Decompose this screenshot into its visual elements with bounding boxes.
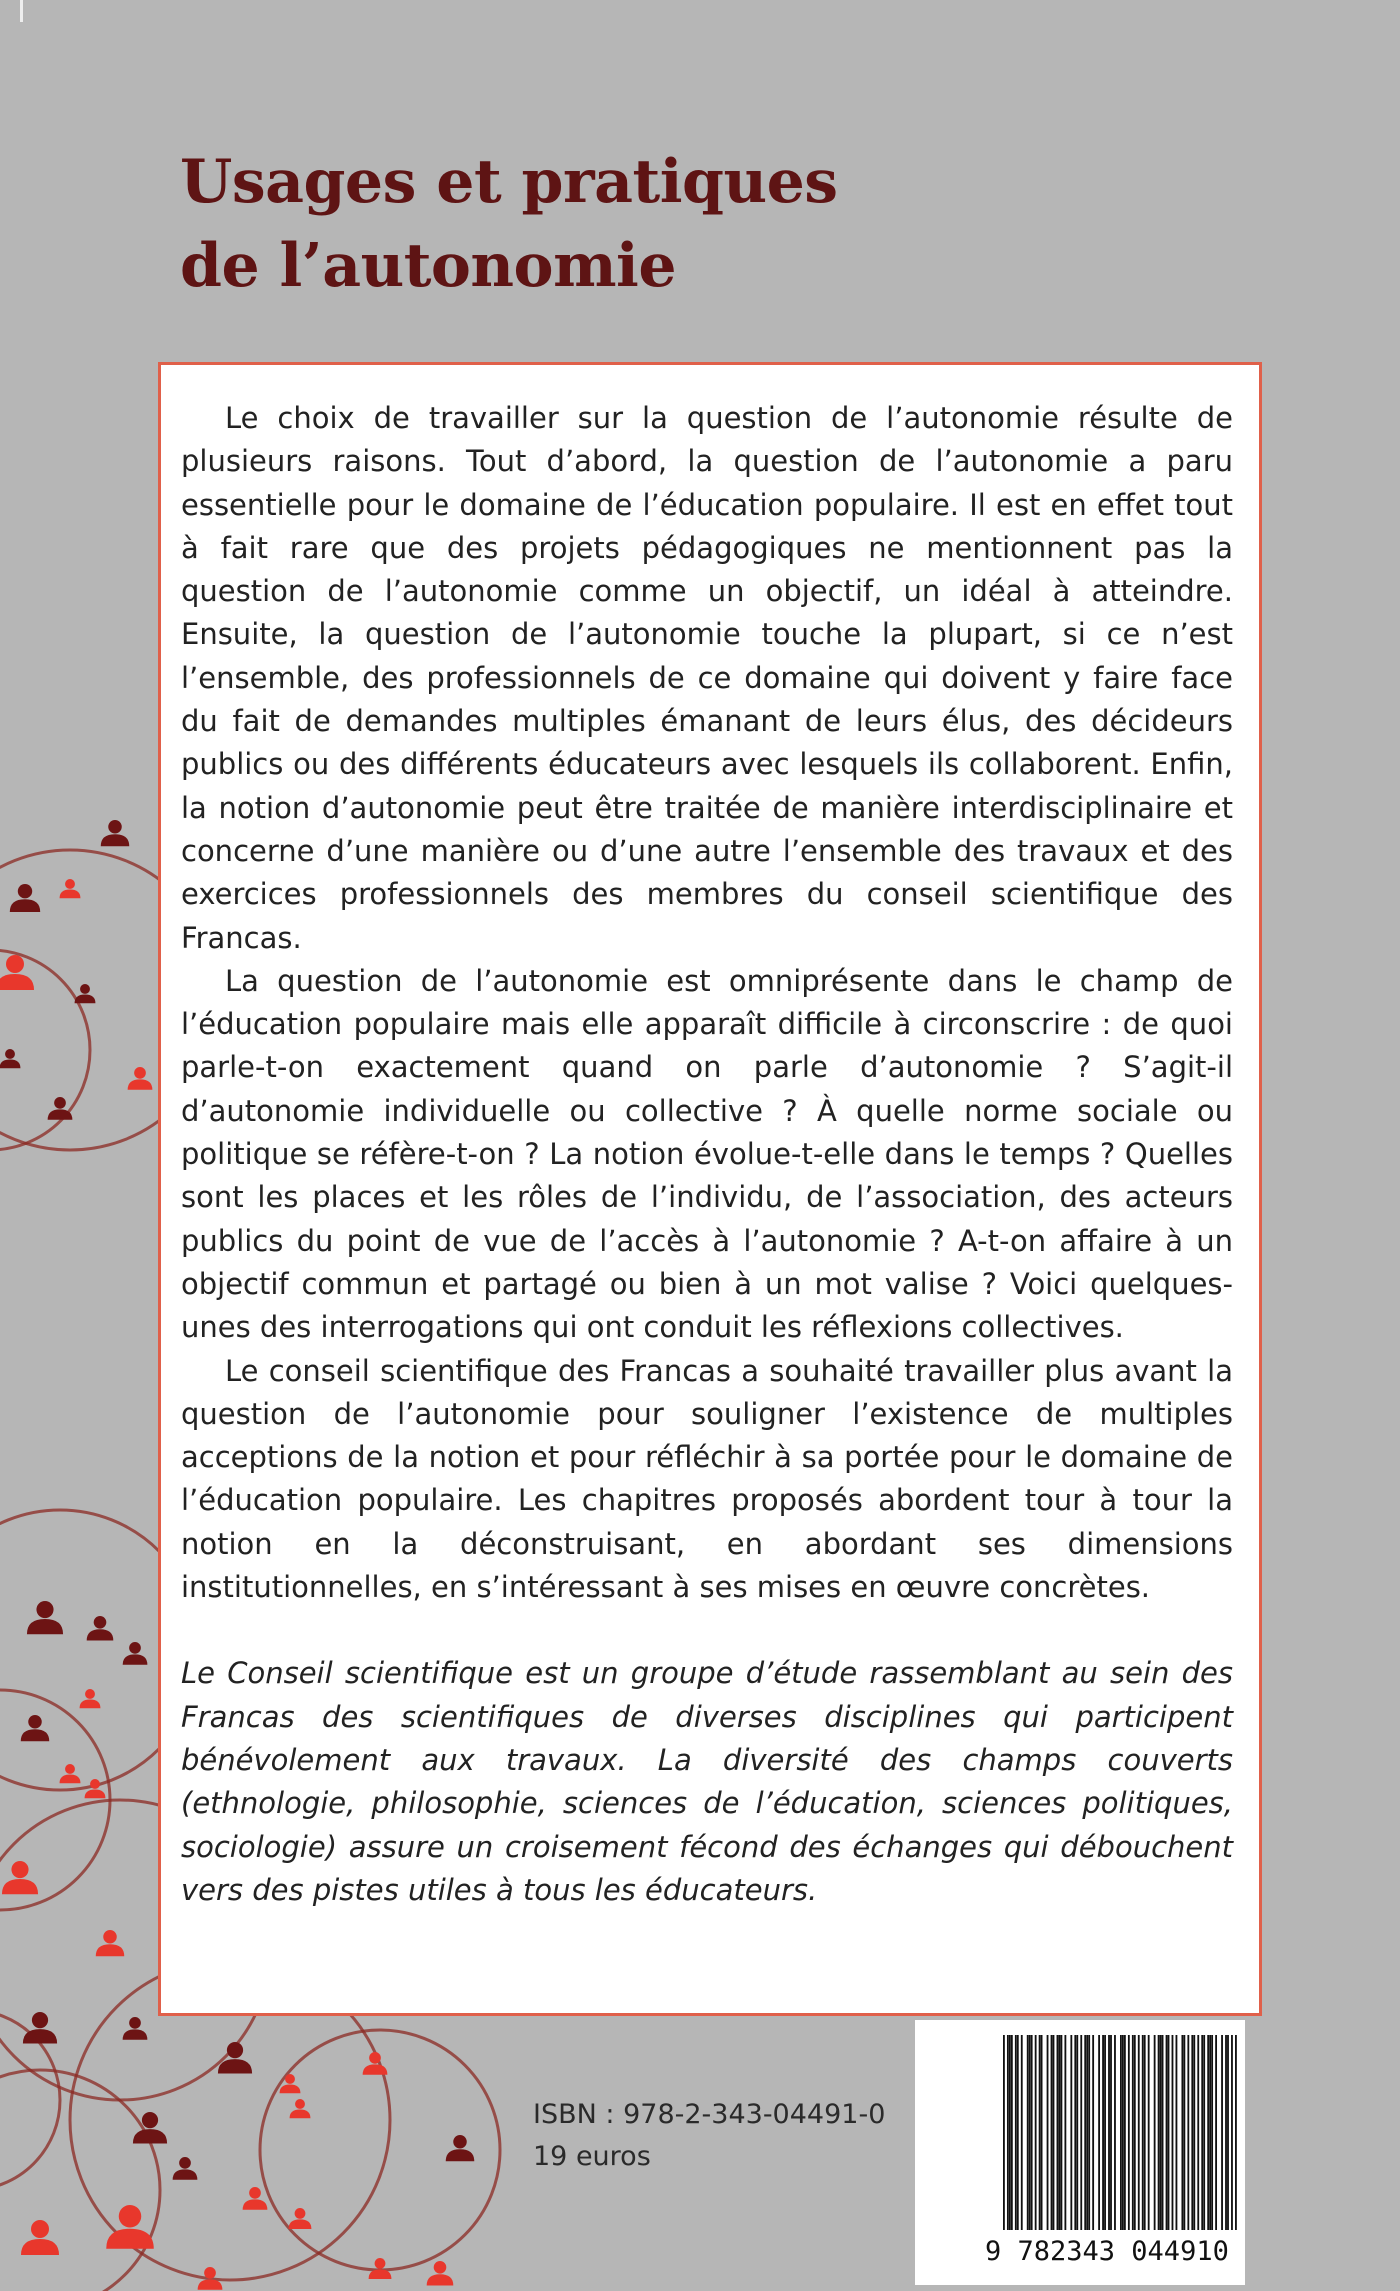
barcode-bar — [1003, 2035, 1005, 2230]
person-icon — [21, 2220, 59, 2255]
barcode-bar — [1110, 2035, 1112, 2230]
barcode-bar — [1211, 2035, 1213, 2230]
person-icon — [133, 2112, 167, 2144]
isbn-block — [533, 2094, 885, 2178]
barcode-bar — [1142, 2035, 1144, 2230]
barcode-bar — [1051, 2035, 1053, 2230]
paragraph-3: Le conseil scientifique des Francas a souhaité travailler plus avant la question de l’autonomie pour souligner l’existence de multiples acceptions de la notion et pour réfléchir à sa portée pour le domaine de l’éducation populaire. Les chapitres proposés abordent tour à tour la notion en la déconstruisant, en abordant ses dimensions institutionnelles, en s’intéressant à ses mises en œuvre concrètes. — [181, 1353, 1233, 1605]
person-icon — [363, 2052, 388, 2075]
barcode-bar — [1041, 2035, 1043, 2230]
barcode-bar — [1132, 2035, 1134, 2230]
barcode-bar — [1197, 2035, 1199, 2230]
back-cover-text-box — [158, 362, 1262, 2016]
barcode-bar — [1235, 2035, 1237, 2230]
barcode-bar — [1148, 2035, 1150, 2230]
person-icon — [427, 2261, 454, 2286]
barcode-bar — [1053, 2035, 1055, 2230]
barcode-bar — [1017, 2035, 1019, 2230]
network-ring — [0, 2070, 160, 2291]
person-icon — [23, 2012, 57, 2044]
person-icon — [0, 1049, 20, 1068]
person-icon — [106, 2205, 154, 2249]
barcode-bar — [1193, 2035, 1195, 2230]
barcode-bar — [1108, 2035, 1110, 2230]
barcode-digits: 9 782343 044910 — [985, 2236, 1229, 2267]
barcode-bar — [1007, 2035, 1009, 2230]
person-icon — [289, 2208, 312, 2229]
barcode-bar — [1225, 2035, 1227, 2230]
barcode-bar — [1176, 2035, 1178, 2230]
barcode-bar — [1021, 2035, 1023, 2230]
barcode-icon — [915, 2020, 1245, 2285]
person-icon — [60, 879, 81, 898]
barcode-bar — [1104, 2035, 1106, 2230]
barcode-bar — [1168, 2035, 1170, 2230]
paragraph-1: Le choix de travailler sur la question de l’autonomie résulte de plusieurs raisons. Tout d’abord, la question de l’autonomie a paru essentielle pour le domaine de l’éducation populaire. Il est en effet tout à fait rare que des projets pédagogiques ne mentionnent pas la question de l’autonomie comme un objectif, un idéal à atteindre. Ensuite, la question de l’autonomie touche la plupart, si ce n’est l’ensemble, des professionnels de ce domaine qui doivent y faire face du fait de demandes multiples émanant de leurs élus, des décideurs publics ou des différents éducateurs avec lesquels ils collaborent. Enfin, la notion d’autonomie peut être traitée de manière interdisciplinaire et concerne d’une manière ou d’une autre l’ensemble des travaux et des exercices professionnels des membres du conseil scientifique des Francas. — [181, 401, 1233, 955]
barcode-bar — [1209, 2035, 1211, 2230]
barcode-bar — [1015, 2035, 1017, 2230]
barcode-bar — [1074, 2035, 1076, 2230]
barcode-bar — [1086, 2035, 1088, 2230]
barcode-bar — [1154, 2035, 1156, 2230]
barcode-bar — [1207, 2035, 1209, 2230]
italic-note: Le Conseil scientifique est un groupe d’étude rassemblant au sein des Francas des scientifiques de diverses disciplines qui participent bénévolement aux travaux. La diversité des champs couverts (ethnologie, philosophie, sciences de l’éducation, sciences politiques, sociologie) assure un croisement fécond des échanges qui débouchent vers des pistes utiles à tous les éducateurs. — [181, 1656, 1233, 1907]
person-icon — [280, 2074, 301, 2093]
person-icon — [243, 2187, 268, 2210]
barcode-bar — [1183, 2035, 1185, 2230]
barcode-bar — [1227, 2035, 1229, 2230]
barcode-bar — [1080, 2035, 1082, 2230]
barcode-bar — [1092, 2035, 1094, 2230]
barcode-bar — [1181, 2035, 1183, 2230]
person-icon — [0, 955, 34, 990]
barcode-bar — [1191, 2035, 1193, 2230]
person-icon — [101, 820, 130, 846]
title-line-2: de l’autonomie — [180, 231, 677, 301]
barcode-bar — [1160, 2035, 1162, 2230]
barcode-bar — [1144, 2035, 1146, 2230]
barcode-bar — [1031, 2035, 1033, 2230]
person-icon — [446, 2135, 475, 2161]
person-icon — [123, 1642, 148, 1665]
person-icon — [96, 1930, 125, 1956]
person-icon — [128, 1067, 153, 1090]
barcode-bar — [1027, 2035, 1029, 2230]
person-icon — [10, 884, 40, 912]
person-icon — [87, 1616, 114, 1641]
barcode-bar — [1221, 2035, 1223, 2230]
barcode-bar — [1029, 2035, 1031, 2230]
person-icon — [21, 1715, 50, 1741]
barcode-bar — [1124, 2035, 1126, 2230]
person-icon — [60, 1764, 81, 1783]
barcode-bar — [1120, 2035, 1122, 2230]
barcode-bar — [1061, 2035, 1063, 2230]
barcode-bar — [1059, 2035, 1061, 2230]
barcode-bar — [1076, 2035, 1078, 2230]
price-label: 19 euros — [533, 2141, 651, 2172]
barcode-bar — [1088, 2035, 1090, 2230]
person-icon — [2, 1861, 38, 1894]
barcode-bar — [1134, 2035, 1136, 2230]
barcode-bar — [1122, 2035, 1124, 2230]
barcode-bar — [1039, 2035, 1041, 2230]
barcode-bar — [1070, 2035, 1072, 2230]
person-icon — [80, 1689, 101, 1708]
barcode-bar — [1162, 2035, 1164, 2230]
barcode-bar — [1035, 2035, 1037, 2230]
barcode-bar — [1231, 2035, 1233, 2230]
barcode-bar — [1057, 2035, 1059, 2230]
barcode-bar — [1201, 2035, 1203, 2230]
paragraph-2: La question de l’autonomie est omniprésente dans le champ de l’éducation populaire mais elle apparaît difficile à circonscrire : de quoi parle-t-on exactement quand on parle d’autonomie ? S’agit-il d’autonomie individuelle ou collective ? À quelle norme sociale ou politique se réfère-t-on ? La notion évolue-t-elle dans le temps ? Quelles sont les places et les rôles de l’individu, de l’association, des acteurs publics du point de vue de l’accès à l’autonomie ? A-t-on affaire à un objectif commun et partagé ou bien à un mot valise ? Voici quelques-unes des interrogations qui ont conduit les réflexions collectives. — [181, 963, 1233, 1345]
barcode-bar — [1158, 2035, 1160, 2230]
barcode-bar — [1084, 2035, 1086, 2230]
isbn-label: ISBN : 978-2-343-04491-0 — [533, 2099, 886, 2130]
barcode-bar — [1009, 2035, 1011, 2230]
person-icon — [48, 1097, 73, 1120]
person-icon — [27, 1601, 63, 1634]
barcode-bar — [1047, 2035, 1049, 2230]
barcode-bar — [1166, 2035, 1168, 2230]
barcode-bar — [1215, 2035, 1217, 2230]
barcode-bar — [1011, 2035, 1013, 2230]
barcode-bar — [1203, 2035, 1205, 2230]
barcode-bar — [1102, 2035, 1104, 2230]
barcode-bar — [1128, 2035, 1130, 2230]
person-icon — [173, 2157, 198, 2180]
barcode — [915, 2020, 1245, 2285]
barcode-bar — [1138, 2035, 1140, 2230]
barcode-bar — [1114, 2035, 1116, 2230]
barcode-bar — [1172, 2035, 1174, 2230]
barcode-bar — [1187, 2035, 1189, 2230]
person-icon — [75, 984, 96, 1003]
book-title — [180, 140, 838, 308]
title-line-1: Usages et pratiques — [180, 147, 838, 217]
person-icon — [290, 2099, 311, 2118]
barcode-bar — [1064, 2035, 1066, 2230]
person-icon — [123, 2017, 148, 2040]
barcode-bar — [1098, 2035, 1100, 2230]
